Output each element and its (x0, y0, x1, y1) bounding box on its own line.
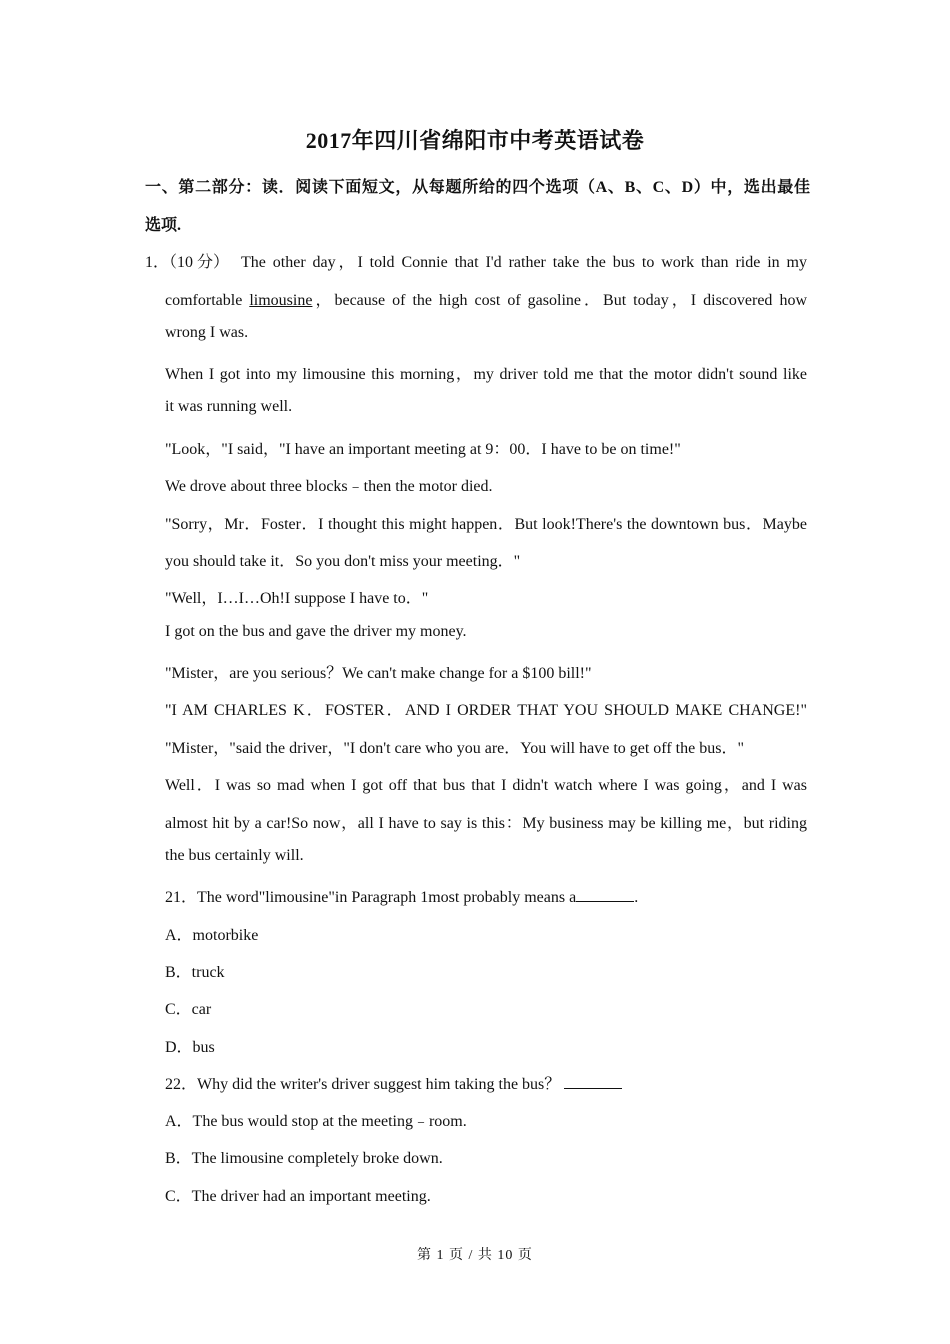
passage-line: "Look，"I said，"I have an important meeting at 9：00．I have to be on time!" (165, 441, 681, 458)
option-c: C．car (165, 1001, 212, 1018)
answer-blank (576, 887, 634, 902)
underlined-word: limousine (249, 292, 313, 309)
passage-line: When I got into my limousine this morning，my driver told me that the motor didn't sound like (165, 366, 807, 383)
passage-line: it was running well. (165, 398, 293, 415)
second-line-post: ，because of the high cost of gasoline．But today，I discovered how (312, 292, 808, 309)
page-footer: 第 1 页 / 共 10 页 (417, 1248, 533, 1263)
option-b: B．The limousine completely broke down. (165, 1150, 443, 1167)
passage-line: "Mister，are you serious？We can't make change for a $100 bill!" (165, 665, 592, 682)
option-c: C．The driver had an important meeting. (165, 1188, 431, 1205)
question-21-stem (165, 884, 807, 907)
passage-line: Well．I was so mad when I got off that bus that I didn't watch where I was going，and I was (165, 777, 807, 794)
question-21-end: . (634, 889, 639, 906)
option-b: B．truck (165, 964, 225, 981)
question-22-stem (165, 1071, 807, 1094)
passage-line: "Mister，"said the driver，"I don't care who you are．You will have to get off the bus．" (165, 740, 744, 757)
passage-line: "Well，I…I…Oh!I suppose I have to．" (165, 590, 429, 607)
passage-line: you should take it．So you don't miss your meeting．" (165, 553, 521, 570)
passage-line: the bus certainly will. (165, 847, 304, 864)
answer-blank (564, 1074, 622, 1089)
section-instruction-line-2: 选项. (145, 217, 182, 234)
option-a: A．The bus would stop at the meeting﹣room. (165, 1113, 467, 1130)
passage-line: "Sorry，Mr．Foster．I thought this might happen．But look!There's the downtown bus．Maybe (165, 516, 807, 533)
question-21-text: 21．The word"limousine"in Paragraph 1most probably means a (165, 889, 577, 906)
passage-line: almost hit by a car!So now，all I have to say is this：My business may be killing me，but riding (165, 815, 807, 832)
question-1-second-line (165, 287, 807, 310)
question-22-text: 22．Why did the writer's driver suggest him taking the bus？ (165, 1076, 561, 1093)
question-1-number: 1．（10 分） (145, 254, 230, 271)
section-instruction-line-1: 一、第二部分：读．阅读下面短文，从每题所给的四个选项（A、B、C、D）中，选出最佳 (145, 179, 810, 196)
question-1-first-line: The other day，I told Connie that I'd rather take the bus to work than ride in my (241, 254, 807, 271)
option-d: D．bus (165, 1039, 215, 1056)
passage-line: We drove about three blocks﹣then the motor died. (165, 478, 493, 495)
page-title: 2017年四川省绵阳市中考英语试卷 (305, 128, 645, 153)
passage-line: "I AM CHARLES K．FOSTER．AND I ORDER THAT YOU SHOULD MAKE CHANGE!" (165, 702, 807, 719)
question-1-third-line: wrong I was. (165, 324, 249, 341)
passage-line: I got on the bus and gave the driver my money. (165, 623, 467, 640)
option-a: A．motorbike (165, 927, 259, 944)
second-line-pre: comfortable (165, 292, 250, 309)
